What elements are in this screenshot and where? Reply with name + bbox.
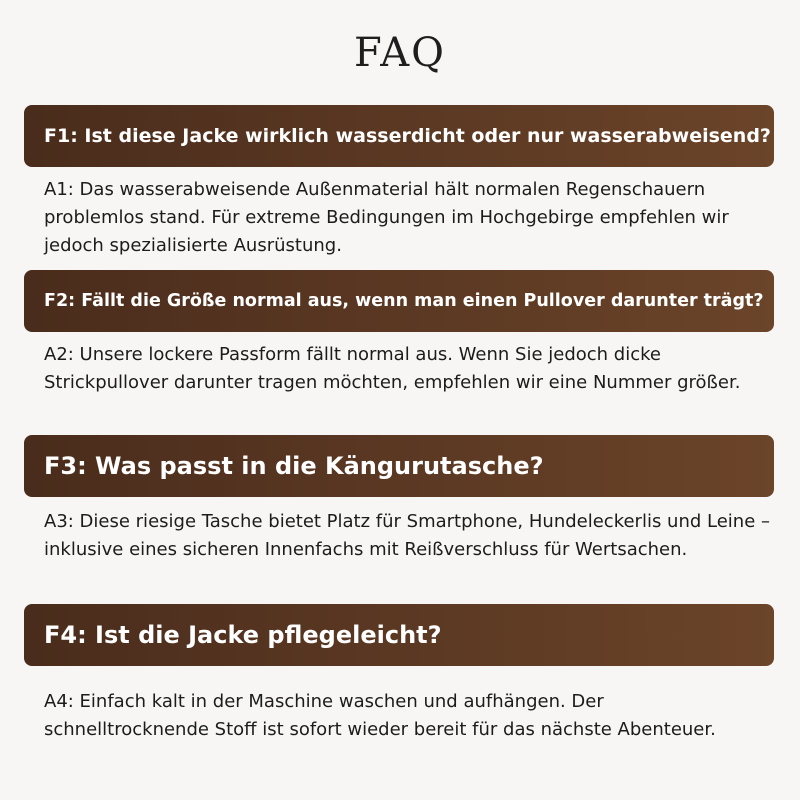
faq-question-3[interactable]: F3: Was passt in die Kängurutasche?	[24, 435, 774, 497]
faq-question-1[interactable]: F1: Ist diese Jacke wirklich wasserdicht oder nur wasserabweisend?	[24, 105, 774, 167]
page-title: FAQ	[354, 30, 446, 76]
faq-answer-3: A3: Diese riesige Tasche bietet Platz für Smartphone, Hundeleckerlis und Leine – inklusive eines sicheren Innenfachs mit Reißverschluss für Wertsachen.	[44, 511, 771, 560]
faq-answer-2: A2: Unsere lockere Passform fällt normal aus. Wenn Sie jedoch dicke Strickpullover darunter tragen möchten, empfehlen wir eine Nummer größer.	[44, 344, 741, 393]
faq-answer-1: A1: Das wasserabweisende Außenmaterial hält normalen Regenschauern problemlos stand. Für extreme Bedingungen im Hochgebirge empfehlen wir jedoch spezialisierte Ausrüstung.	[44, 179, 729, 256]
faq-question-4[interactable]: F4: Ist die Jacke pflegeleicht?	[24, 604, 774, 666]
faq-answer-4: A4: Einfach kalt in der Maschine waschen und aufhängen. Der schnelltrocknende Stoff ist sofort wieder bereit für das nächste Abenteuer.	[44, 691, 716, 740]
faq-question-2[interactable]: F2: Fällt die Größe normal aus, wenn man einen Pullover darunter trägt?	[24, 270, 774, 332]
